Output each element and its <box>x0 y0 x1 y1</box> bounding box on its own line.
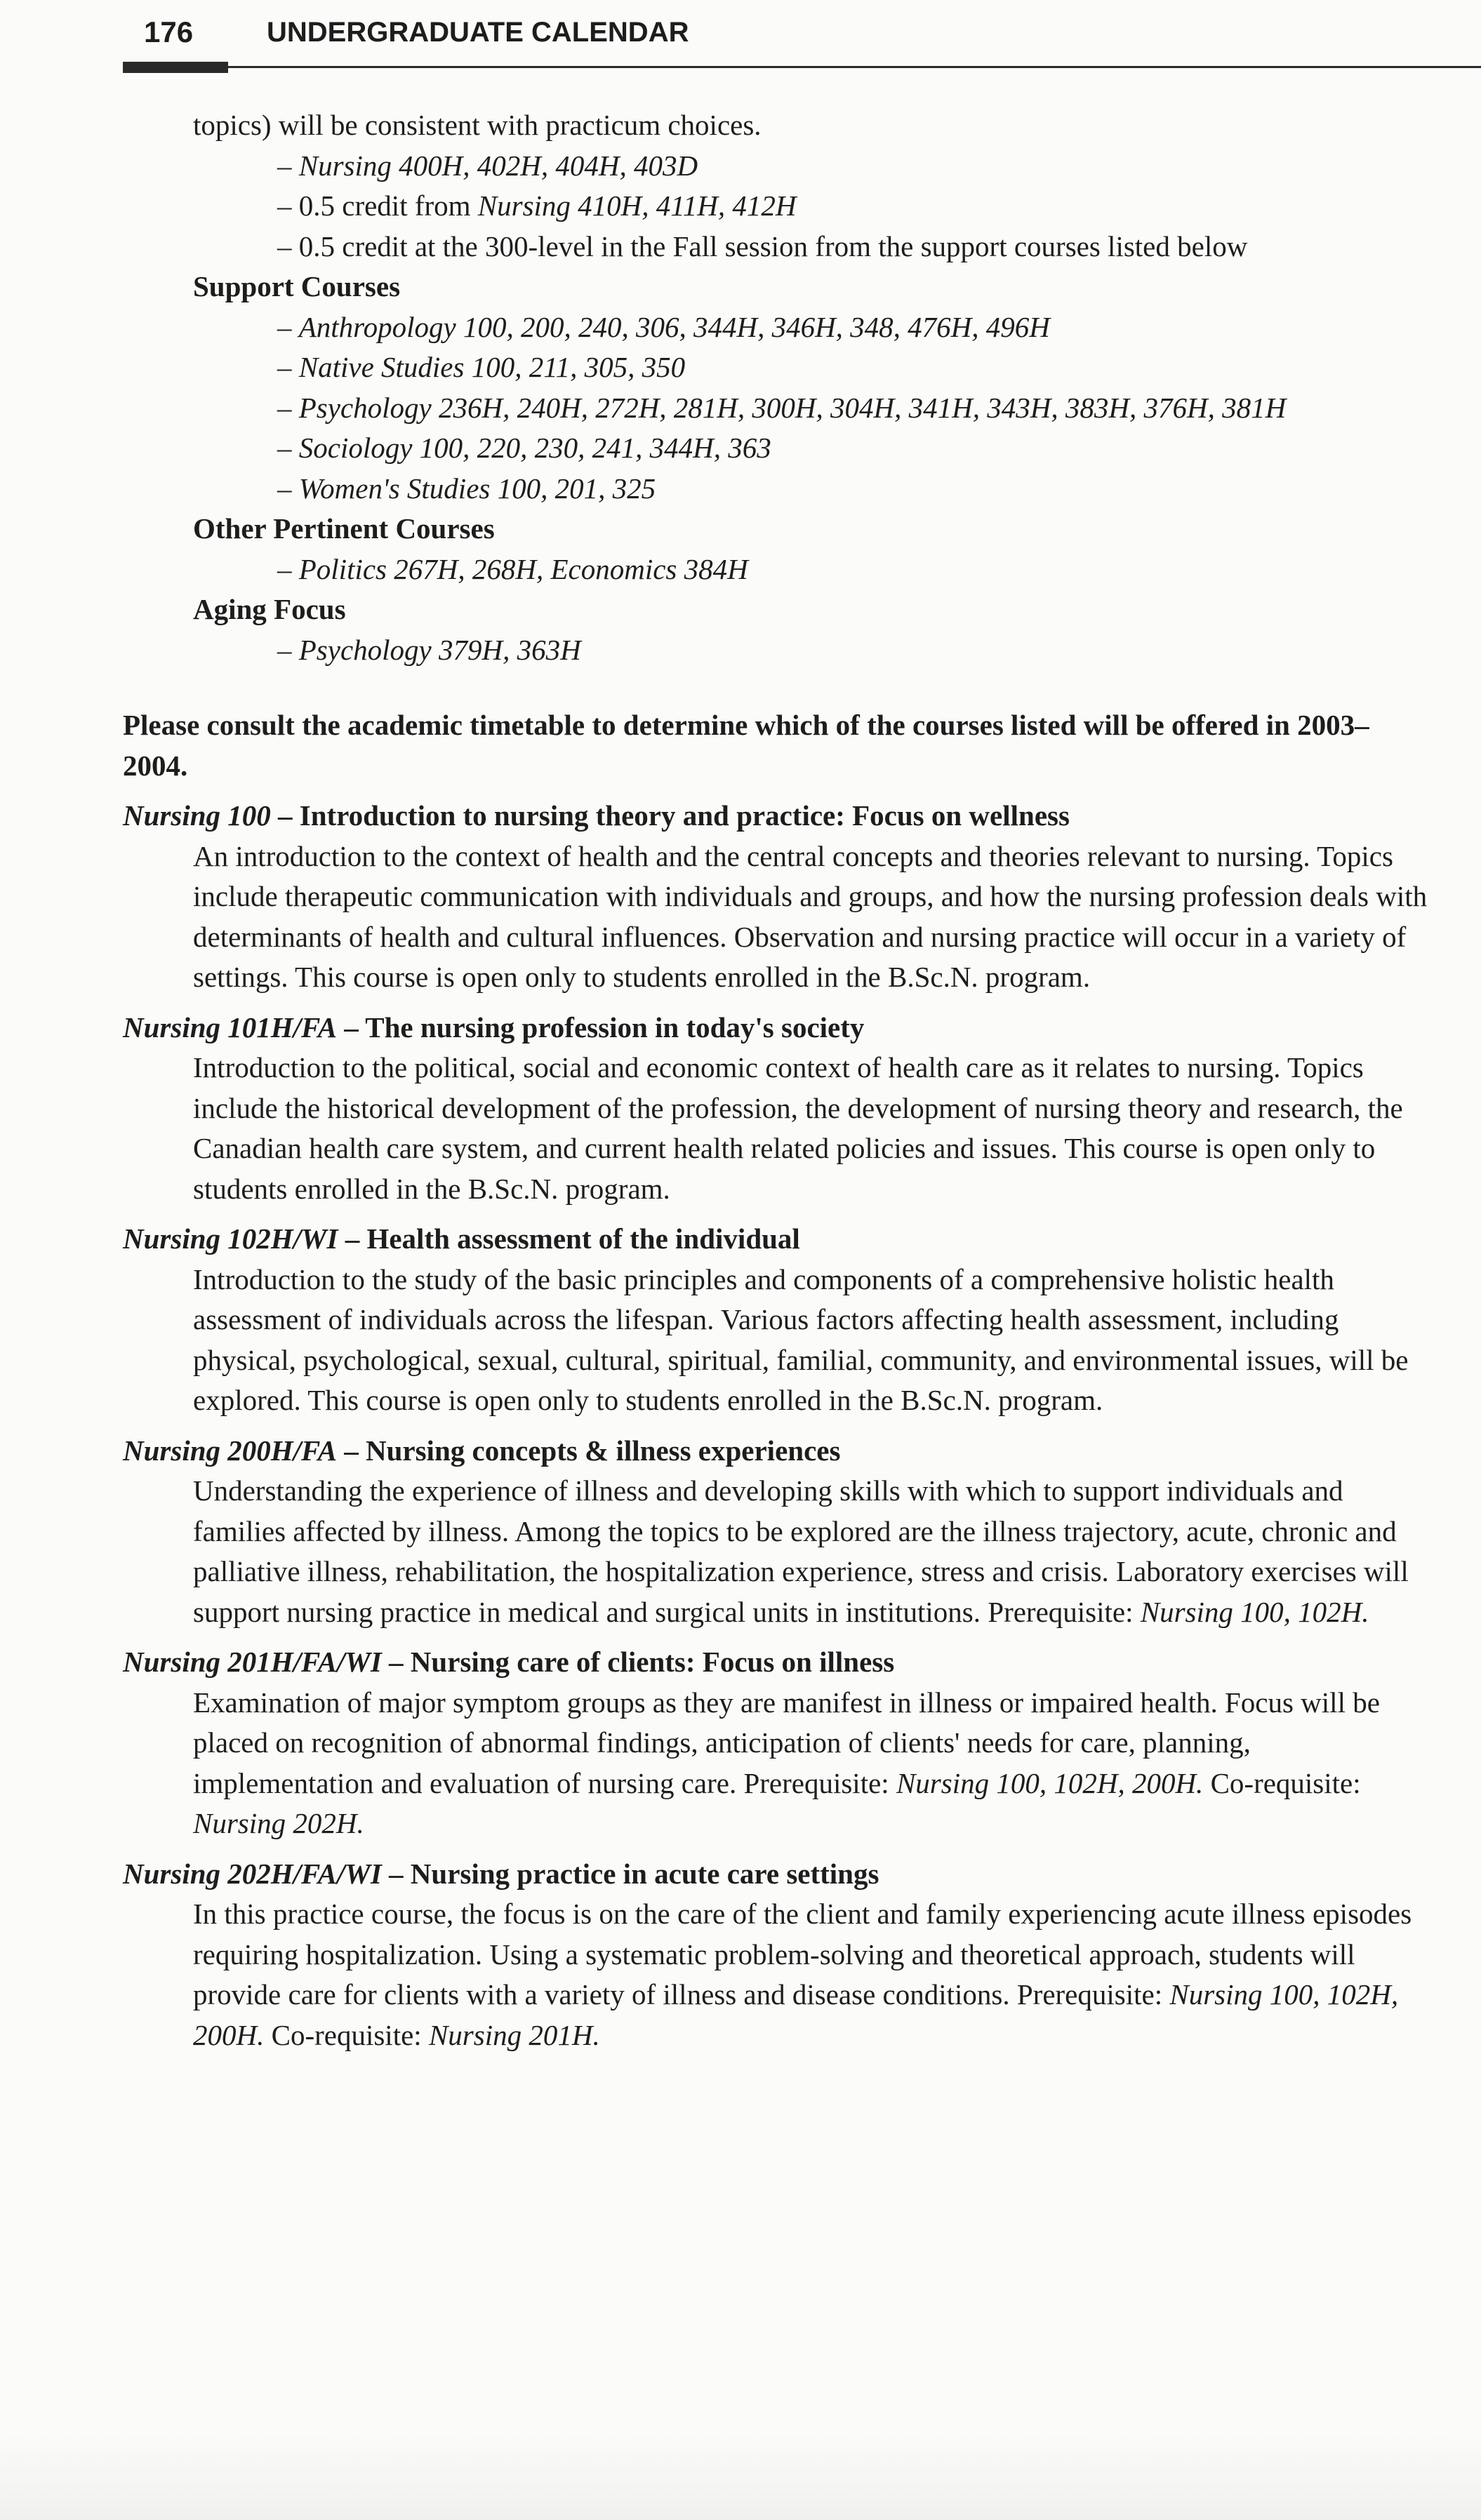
course-number: Nursing 102H/WI <box>123 1222 338 1255</box>
course-entry <box>123 1008 1428 1210</box>
course-entry <box>123 1431 1428 1633</box>
course-title-line: Nursing 201H/FA/WI – Nursing care of clients: Focus on illness <box>123 1646 895 1678</box>
prerequisite-label: Prerequisite: <box>1016 1978 1170 2011</box>
course-title: Nursing practice in acute care settings <box>410 1857 879 1890</box>
header-bar <box>123 62 228 73</box>
corequisite-label: Co-requisite: <box>1210 1766 1361 1799</box>
corequisite-courses: Nursing 202H. <box>193 1807 364 1839</box>
requirement-item: – 0.5 credit at the 300-level in the Fall session from the support courses listed below <box>123 227 1428 267</box>
course-title: Nursing concepts & illness experiences <box>365 1434 841 1467</box>
course-number: Nursing 101H/FA <box>123 1011 337 1044</box>
course-description: In this practice course, the focus is on the care of the client and family experiencing acute illness episodes requiring hospitalization. Using a systematic problem-solving and theoretical approach, students will provide care for clients with a variety of illness and disease conditions. Prerequisite: Nursing 100, 102H, 200H. Co-requisite: Nursing 201H. <box>193 1898 1412 2051</box>
prerequisite-label: Prerequisite: <box>743 1766 896 1799</box>
other-course-item: – Politics 267H, 268H, Economics 384H <box>123 549 1428 590</box>
other-courses-heading: Other Pertinent Courses <box>193 512 495 545</box>
course-description: Introduction to the political, social and economic context of health care as it relates to nursing. Topics include the historical development of the profession, the development of nursing theory and research, the Canadian health care system, and current health related policies and issues. This course is open only to students enrolled in the B.Sc.N. program. <box>193 1051 1403 1205</box>
page-content <box>123 105 1428 2055</box>
course-title-line: Nursing 202H/FA/WI – Nursing practice in acute care settings <box>123 1857 879 1890</box>
prerequisite-courses: Nursing 100, 102H, 200H. <box>896 1766 1204 1799</box>
course-title-line: Nursing 102H/WI – Health assessment of the individual <box>123 1222 800 1255</box>
header-rule <box>228 66 1481 68</box>
running-head: UNDERGRADUATE CALENDAR <box>267 17 689 48</box>
course-description: An introduction to the context of health and the central concepts and theories relevant to nursing. Topics include therapeutic communication with individuals and groups, and how the nursing profession deals with determinants of health and cultural influences. Observation and nursing practice will occur in a variety of settings. This course is open only to students enrolled in the B.Sc.N. program. <box>193 839 1428 993</box>
course-number: Nursing 201H/FA/WI <box>123 1646 382 1678</box>
prerequisite-courses: Nursing 100, 102H, 200H. <box>193 1978 1399 2051</box>
aging-course-item: – Psychology 379H, 363H <box>123 630 1428 671</box>
course-description: Introduction to the study of the basic principles and components of a comprehensive holistic health assessment of individuals across the lifespan. Various factors affecting health assessment, including physical, psychological, sexual, cultural, spiritual, familial, community, and environmental issues, will be explored. This course is open only to students enrolled in the B.Sc.N. program. <box>193 1262 1409 1416</box>
support-course-item: – Sociology 100, 220, 230, 241, 344H, 363 <box>123 428 1428 469</box>
prerequisite-courses: Nursing 100, 102H. <box>1140 1595 1369 1628</box>
course-entry <box>123 1642 1428 1844</box>
course-title-line: Nursing 101H/FA – The nursing profession in today's society <box>123 1011 865 1044</box>
course-number: Nursing 200H/FA <box>123 1434 337 1467</box>
course-number: Nursing 202H/FA/WI <box>123 1857 382 1890</box>
support-courses-heading: Support Courses <box>193 270 401 302</box>
requirement-item: – Nursing 400H, 402H, 404H, 403D <box>123 146 1428 187</box>
requirement-item: – 0.5 credit from Nursing 410H, 411H, 412H <box>123 186 1428 227</box>
corequisite-label: Co-requisite: <box>271 2018 429 2051</box>
aging-focus-heading: Aging Focus <box>193 593 346 625</box>
corequisite-courses: Nursing 201H. <box>428 2018 600 2051</box>
page-bottom-margin <box>0 2435 1481 2520</box>
course-number: Nursing 100 <box>123 799 271 832</box>
continuation-text: topics) will be consistent with practicum choices. <box>193 109 762 141</box>
course-title-line: Nursing 200H/FA – Nursing concepts & illness experiences <box>123 1434 841 1467</box>
page-number: 176 <box>144 15 194 48</box>
prerequisite-label: Prerequisite: <box>988 1595 1141 1628</box>
course-title-line: Nursing 100 – Introduction to nursing theory and practice: Focus on wellness <box>123 799 1070 832</box>
course-description: Examination of major symptom groups as they are manifest in illness or impaired health. Focus will be placed on recognition of abnormal findings, anticipation of clients' needs for care, planning, implementation and evaluation of nursing care. Prerequisite: Nursing 100, 102H, 200H. Co-requisite: Nursing 202H. <box>193 1686 1380 1839</box>
course-entry <box>123 1219 1428 1421</box>
support-course-item: – Anthropology 100, 200, 240, 306, 344H, 346H, 348, 476H, 496H <box>123 307 1428 348</box>
support-course-item: – Women's Studies 100, 201, 325 <box>123 469 1428 509</box>
course-title: Health assessment of the individual <box>366 1222 800 1255</box>
course-description: Understanding the experience of illness and developing skills with which to support individuals and families affected by illness. Among the topics to be explored are the illness trajectory, acute, chronic and palliative illness, rehabilitation, the hospitalization experience, stress and crisis. Laboratory exercises will support nursing practice in medical and surgical units in institutions. Prerequisite: Nursing 100, 102H. <box>193 1474 1409 1628</box>
page-header <box>123 10 1428 66</box>
course-title: Introduction to nursing theory and practice: Focus on wellness <box>299 799 1070 832</box>
course-title: Nursing care of clients: Focus on illness <box>410 1646 895 1678</box>
course-title: The nursing profession in today's society <box>365 1011 865 1044</box>
course-entry <box>123 1854 1428 2056</box>
support-course-item: – Native Studies 100, 211, 305, 350 <box>123 347 1428 388</box>
timetable-notice: Please consult the academic timetable to determine which of the courses listed will be offered in 2003–2004. <box>123 709 1369 782</box>
course-entry <box>123 796 1428 998</box>
support-course-item: – Psychology 236H, 240H, 272H, 281H, 300H, 304H, 341H, 343H, 383H, 376H, 381H <box>123 388 1428 429</box>
